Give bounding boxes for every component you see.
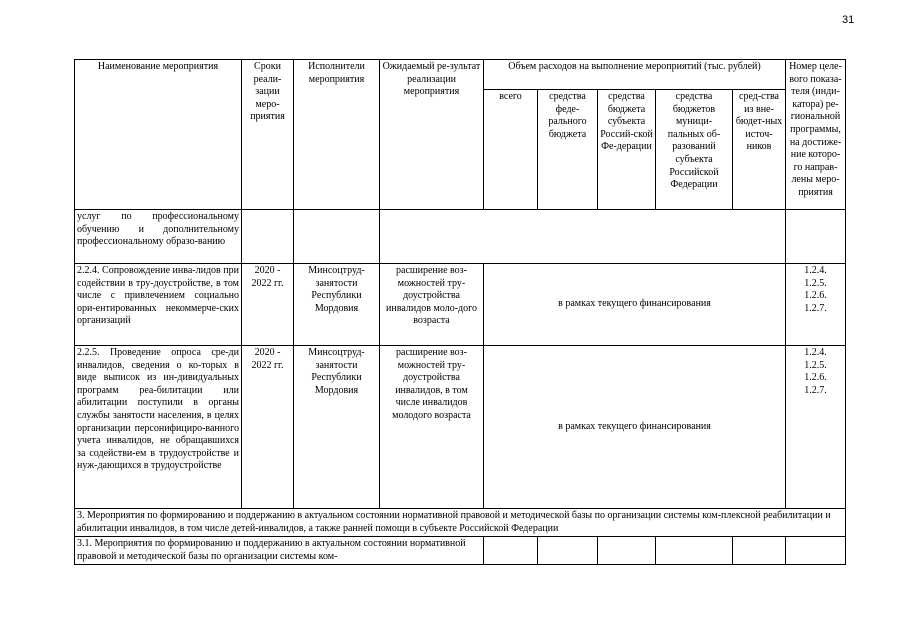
header-expected-result: Ожидаемый ре-зультат реализации мероприятия xyxy=(380,60,484,210)
row-funding: в рамках текущего финансирования xyxy=(484,346,786,509)
row-regional xyxy=(598,537,656,565)
indicator-code: 1.2.4. xyxy=(804,265,827,276)
table-row xyxy=(75,537,846,565)
page-number: 31 xyxy=(842,14,855,26)
row-terms: 2020 - 2022 гг. xyxy=(242,264,294,346)
section-3-title: 3. Мероприятия по формированию и поддержанию в актуальном состоянии нормативной правовой и методической базы по организации системы ком-плексной реабилитации и абилитации инвалидов, в том числе детей-инвалидов, а также ранней помощи в субъекте Российской Федерации xyxy=(75,509,846,537)
row-funding: в рамках текущего финансирования xyxy=(484,264,786,346)
row-terms: 2020 - 2022 гг. xyxy=(242,346,294,509)
indicator-code: 1.2.5. xyxy=(804,359,827,371)
row-terms xyxy=(242,210,294,264)
row-result: расширение воз-можностей тру-доустройства инвалидов, в том числе инвалидов молодого возраста xyxy=(380,346,484,509)
header-extra: сред-ства из вне-бюдет-ных источ-ников xyxy=(733,90,786,210)
activities-table xyxy=(74,59,846,565)
indicator-code: 1.2.5. xyxy=(804,277,827,289)
row-extra xyxy=(733,537,786,565)
row-indicators xyxy=(786,537,846,565)
header-federal: средства феде-рального бюджета xyxy=(538,90,598,210)
row-indicators xyxy=(786,210,846,264)
header-executors: Исполнители мероприятия xyxy=(294,60,380,210)
row-name: 2.2.5. Проведение опроса сре-ди инвалидов, сведения о ко-торых в виде выписок из ин-дивидуальных программ реа-билитации или абилитации поступили в органы службы занятости населения, в целях организации персонифициро-ванного учета инвалидов, не обращавшихся за содействи-ем в трудоустройстве и нуж-дающихся в трудоустройстве xyxy=(75,346,242,509)
row-name: 2.2.4. Сопровождение инва-лидов при содействии в тру-доустройстве, в том числе с привлечением социально ори-ентированных некоммерче-ских организаций xyxy=(75,264,242,346)
header-regional: средства бюджета субъекта Россий-ской Фе-дерации xyxy=(598,90,656,210)
row-municipal xyxy=(656,537,733,565)
row-indicators xyxy=(786,346,846,509)
row-executor xyxy=(294,210,380,264)
indicator-code: 1.2.6. xyxy=(804,372,827,384)
indicator-code: 1.2.7. xyxy=(804,384,827,396)
row-indicators xyxy=(786,264,846,346)
header-terms: Сроки реали-зации меро-приятия xyxy=(242,60,294,210)
indicator-code: 1.2.7. xyxy=(804,302,827,314)
indicator-code: 1.2.6. xyxy=(804,290,827,302)
row-executor: Минсоцтруд-занятости Республики Мордовия xyxy=(294,264,380,346)
row-executor: Минсоцтруд-занятости Республики Мордовия xyxy=(294,346,380,509)
row-name: услуг по профессиональному обучению и дополнительному профессиональному образо-ванию xyxy=(75,210,242,264)
indicator-code: 1.2.4. xyxy=(804,347,827,358)
row-total xyxy=(484,537,538,565)
header-municipal: средства бюджетов муници-пальных об-разований субъекта Российской Федерации xyxy=(656,90,733,210)
row-name: 3.1. Мероприятия по формированию и поддержанию в актуальном состоянии нормативной правовой и методической базы по организации системы ком- xyxy=(75,537,484,565)
header-name: Наименование мероприятия xyxy=(75,60,242,210)
row-result: расширение воз-можностей тру-доустройства инвалидов моло-дого возраста xyxy=(380,264,484,346)
header-indicator: Номер целе-вого показа-теля (инди-катора) ре-гиональной программы, на достиже-ние которо-го направ-лены меро-приятия xyxy=(786,60,846,210)
table-row xyxy=(75,346,846,509)
header-total: всего xyxy=(484,90,538,210)
table-row xyxy=(75,210,846,264)
header-expenses: Объем расходов на выполнение мероприятий (тыс. рублей) xyxy=(484,60,786,90)
row-federal xyxy=(538,537,598,565)
section-row xyxy=(75,509,846,537)
row-funding xyxy=(380,210,786,264)
table-row xyxy=(75,264,846,346)
